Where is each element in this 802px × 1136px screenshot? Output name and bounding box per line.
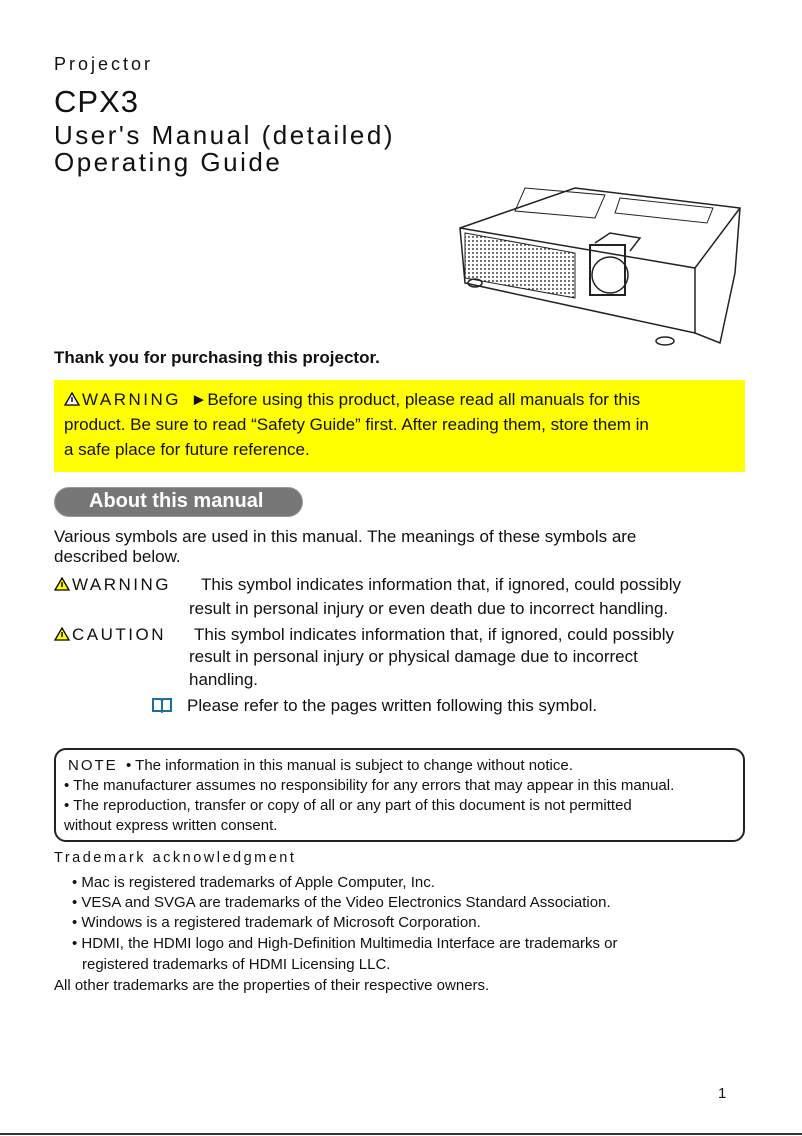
- guide-title: Operating Guide: [54, 147, 283, 177]
- note-label: NOTE: [68, 757, 118, 774]
- intro-text: Various symbols are used in this manual. The meanings of these symbols are: [54, 527, 637, 546]
- caution-desc: handling.: [189, 670, 259, 689]
- book-desc: Please refer to the pages written following this symbol.: [187, 696, 598, 715]
- warning-icon: [64, 392, 80, 406]
- warning-text: Before using this product, please read all manuals for this: [207, 390, 641, 409]
- note-text: without express written consent.: [64, 817, 278, 834]
- category-label: Projector: [54, 54, 154, 74]
- warning-label: WARNING: [82, 390, 182, 409]
- trademark-item: • Mac is registered trademarks of Apple Computer, Inc.: [72, 874, 435, 891]
- warning-box: [54, 380, 745, 472]
- intro-text: described below.: [54, 547, 181, 566]
- section-heading-text: About this manual: [89, 490, 264, 512]
- model-name: CPX3: [54, 84, 139, 119]
- warning-label: WARNING: [72, 575, 172, 594]
- warning-text: product. Be sure to read “Safety Guide” first. After reading them, store them in: [64, 415, 649, 434]
- manual-title: User's Manual (detailed): [54, 120, 395, 150]
- arrow-icon: ►: [190, 390, 208, 409]
- caution-icon: [54, 627, 70, 641]
- trademark-item: • VESA and SVGA are trademarks of the Video Electronics Standard Association.: [72, 894, 611, 911]
- projector-illustration: [455, 183, 747, 348]
- bottom-rule: [0, 1133, 802, 1135]
- caution-desc: result in personal injury or physical damage due to incorrect: [189, 647, 638, 666]
- note-text: • The manufacturer assumes no responsibility for any errors that may appear in this manual.: [64, 777, 675, 794]
- warning-text: a safe place for future reference.: [64, 440, 310, 459]
- warning-desc: result in personal injury or even death due to incorrect handling.: [189, 599, 669, 618]
- note-text: • The reproduction, transfer or copy of all or any part of this document is not permitted: [64, 797, 632, 814]
- page-number: 1: [718, 1085, 727, 1102]
- section-heading: [54, 487, 303, 517]
- caution-label: CAUTION: [72, 625, 166, 644]
- trademark-item: • HDMI, the HDMI logo and High-Definition Multimedia Interface are trademarks or: [72, 935, 618, 952]
- warning-icon: [54, 577, 70, 591]
- warning-desc: This symbol indicates information that, if ignored, could possibly: [201, 575, 682, 594]
- trademark-item: • Windows is a registered trademark of Microsoft Corporation.: [72, 914, 481, 931]
- thanks-text: Thank you for purchasing this projector.: [54, 348, 380, 367]
- caution-desc: This symbol indicates information that, if ignored, could possibly: [194, 625, 675, 644]
- trademark-item: registered trademarks of HDMI Licensing LLC.: [82, 956, 391, 973]
- trademark-footer: All other trademarks are the properties of their respective owners.: [54, 977, 490, 994]
- trademark-heading: Trademark acknowledgment: [54, 850, 297, 866]
- note-text: • The information in this manual is subject to change without notice.: [126, 757, 573, 774]
- book-icon: [152, 697, 172, 713]
